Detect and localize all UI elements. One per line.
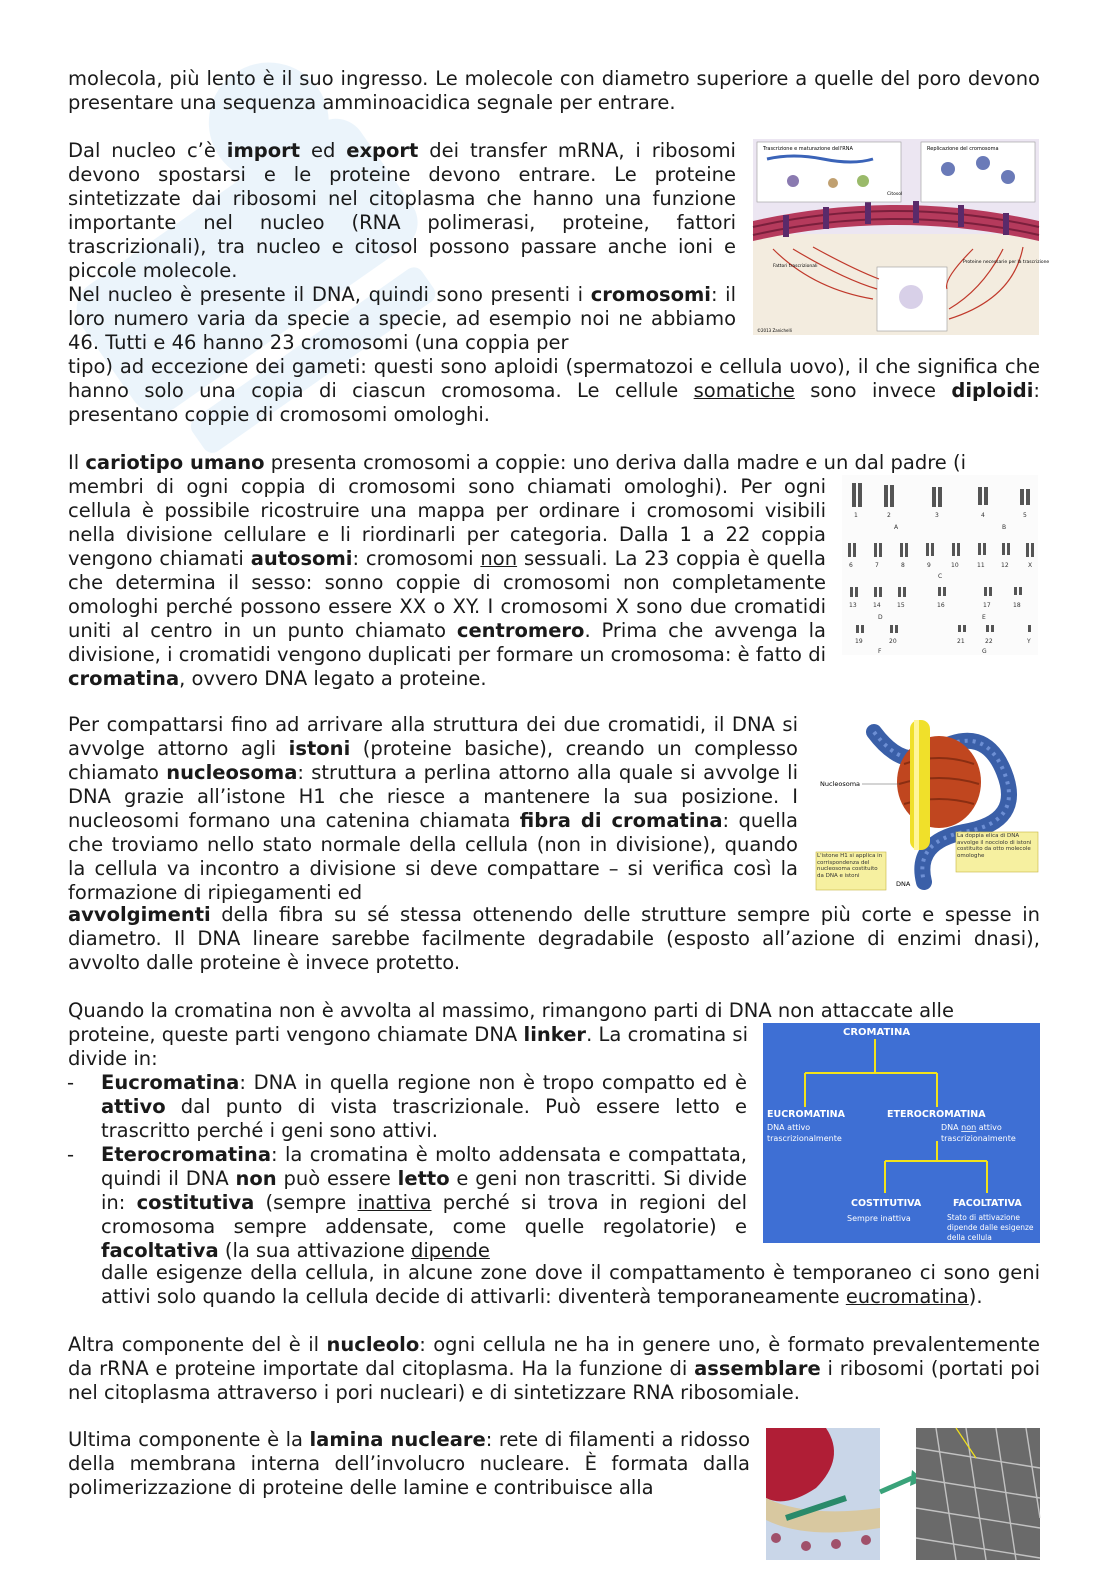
paragraph-nucleosome — [68, 713, 798, 905]
nuclear-transport-illustration — [753, 139, 1050, 335]
paragraph-linker — [68, 1023, 748, 1071]
desc-part: DNA — [941, 1123, 962, 1132]
paragraph-molecules — [68, 67, 1040, 115]
text: membri di ogni coppia di cromosomi sono chiamati omologhi). Per ogni cellula è possibile ricostruire una mappa per ordinare i cromosomi visibili nella divisione cellulare e li riordinarli per categoria. Dalla 1 a 22 coppia vengono chiamati — [68, 475, 826, 570]
text: Ultima componente è la — [68, 1428, 310, 1451]
paragraph-nucleolo — [68, 1333, 1040, 1405]
text: Il — [68, 451, 86, 474]
list-item-eterocromatina-continued — [101, 1261, 1040, 1309]
term-linker: linker — [523, 1023, 587, 1046]
label-factors: Fattori trascrizionali — [773, 264, 818, 269]
paragraph-karyotype — [68, 475, 826, 691]
text: ). — [968, 1285, 983, 1308]
chromosome-label: 1 — [854, 512, 858, 519]
figure-nuclear-transport — [753, 139, 1050, 335]
chromosome-label: 6 — [849, 562, 853, 569]
term-attivo: attivo — [101, 1095, 166, 1118]
list-item-eterocromatina — [67, 1143, 748, 1263]
node-eterocromatina-desc: DNA non attivo trascrizionalmente — [941, 1123, 1016, 1143]
text: proteine, queste parti vengono chiamate DNA — [68, 1023, 524, 1046]
chromosome-label: 12 — [1001, 562, 1009, 569]
paragraph-lamina — [68, 1428, 750, 1500]
chromatin-tree — [763, 1023, 1040, 1243]
chromosome-label: 13 — [849, 602, 857, 609]
label-nucleosoma: Nucleosoma — [820, 780, 861, 788]
desc-non: non — [961, 1123, 977, 1132]
chromosome-label: Y — [1027, 638, 1031, 645]
text: : ogni cellula ne ha in genere uno, è formato prevalentemente da rRNA e proteine importate dal citoplasma. Ha la funzione di — [68, 1333, 1040, 1380]
node-eucromatina-desc: DNA attivo trascrizionalmente — [767, 1123, 842, 1143]
chromosome-label: 18 — [1013, 602, 1021, 609]
text: : la cromatina è molto addensata e compattata, quindi il DNA — [101, 1143, 747, 1190]
term-avvolgimenti: avvolgimenti — [68, 903, 211, 926]
paragraph-coiling — [68, 903, 1040, 975]
paragraph-karyotype-intro — [68, 451, 1040, 475]
text: i ribosomi (portati poi nel citoplasma attraverso i pori nucleari) e di sintetizzare RNA ribosomiale. — [68, 1357, 1040, 1404]
chromosome-label: 11 — [977, 562, 985, 569]
chromosome-label: 14 — [873, 602, 881, 609]
chromosome-label: 3 — [935, 512, 939, 519]
text: . Prima che avvenga la divisione, i cromatidi vengono duplicati per formare un cromosoma: è fatto di — [68, 619, 826, 666]
karyotype-illustration — [842, 475, 1038, 655]
figure-chromatin-diagram — [763, 1023, 1040, 1243]
chromosome-label: 9 — [927, 562, 931, 569]
text: (sempre — [254, 1191, 358, 1214]
text: Per compattarsi fino ad arrivare alla struttura dei due cromatidi, il DNA si avvolge attorno agli — [68, 713, 798, 760]
chromosome-label: 4 — [981, 512, 985, 519]
label-transcription-proteins: Proteine necessarie per la trascrizione — [963, 260, 1050, 265]
paragraph-gametes — [68, 355, 1040, 427]
term-nucleolo: nucleolo — [326, 1333, 420, 1356]
term-cromosomi: cromosomi — [590, 283, 711, 306]
chromosome-label: 5 — [1023, 512, 1027, 519]
text: dalle esigenze della cellula, in alcune zone dove il compattamento è temporaneo ci sono geni attivi solo quando la cellula decide di attivarli: diventerà temporaneamente — [101, 1261, 1040, 1308]
label-helix: La doppia elica di DNA avvolge il nocciolo di istoni costituito da otto molecole omologhe — [957, 833, 1032, 859]
term-istoni: istoni — [288, 737, 351, 760]
node-costitutiva: COSTITUTIVA — [851, 1198, 922, 1209]
chromosome-label: 22 — [985, 638, 993, 645]
paragraph-chromosomes — [68, 283, 736, 355]
text: tipo) ad eccezione dei gameti: questi sono aploidi (spermatozoi e cellula uovo), il che significa che hanno solo una copia di ciascun cromosoma. Le cellule — [68, 355, 1040, 402]
chromosome-label: X — [1028, 562, 1033, 569]
figure-nuclear-lamina — [766, 1428, 1040, 1560]
text: Altra componente del è il — [68, 1333, 327, 1356]
chromosome-label: 7 — [875, 562, 879, 569]
term-lamina-nucleare: lamina nucleare — [309, 1428, 486, 1451]
text: dei transfer mRNA, i ribosomi devono spostarsi e le proteine devono entrare. Le proteine sintetizzate dai ribosomi nel citoplasma che hanno una funzione importante nel nucleo (RNA polimerasi, proteine, fattori trascrizionali), tra nucleo e citosol possono passare anche ioni e piccole molecole. — [68, 139, 736, 282]
text: (la sua attivazione — [218, 1239, 411, 1262]
figure-nucleosome — [814, 712, 1040, 892]
group-label: C — [938, 573, 943, 580]
term-non: non — [480, 547, 518, 570]
right-panel-title: Replicazione del cromosoma — [927, 146, 999, 152]
term-eucromatina: Eucromatina — [101, 1071, 240, 1094]
bullet-marker: - — [67, 1071, 75, 1094]
figure-karyotype — [842, 475, 1038, 655]
label-citosol: Citosol — [887, 192, 903, 197]
term-cromatina: cromatina — [68, 667, 180, 690]
chromosome-label: 17 — [983, 602, 991, 609]
text: : il loro numero varia da specie a specie, ad esempio noi ne abbiamo 46. Tutti e 46 hanno 23 cromosomi (una coppia per — [68, 283, 737, 354]
group-label: F — [878, 648, 882, 655]
group-label: B — [1002, 524, 1007, 531]
figure-credit: ©2013 Zanichelli — [757, 328, 792, 333]
chromosome-label: 16 — [937, 602, 945, 609]
text: molecola, più lento è il suo ingresso. Le molecole con diametro superiore a quelle del poro devono presentare una sequenza amminoacidica segnale per entrare. — [68, 67, 1040, 114]
term-import: import — [226, 139, 301, 162]
term-nucleosoma: nucleosoma — [166, 761, 298, 784]
text: : DNA in quella regione non è tropo compatto ed è — [239, 1071, 747, 1094]
text: : rete di filamenti a ridosso della membrana interna dell’involucro nucleare. È formata dalla polimerizzazione di proteine delle lamine e contribuisce alla — [68, 1428, 750, 1499]
term-facoltativa: facoltativa — [101, 1239, 219, 1262]
node-costitutiva-desc: Sempre inattiva — [847, 1214, 911, 1223]
chromosome-label: 10 — [951, 562, 959, 569]
text: dal punto di vista trascrizionale. Può essere letto e trascritto perché i geni sono attivi. — [101, 1095, 747, 1142]
text: sono invece — [794, 379, 952, 402]
term-costitutiva: costitutiva — [136, 1191, 255, 1214]
label-dna: DNA — [896, 880, 911, 888]
text: Dal nucleo c’è — [68, 139, 227, 162]
chromosome-label: 2 — [887, 512, 891, 519]
bullet-marker: - — [67, 1143, 75, 1166]
node-eterocromatina: ETEROCROMATINA — [887, 1109, 986, 1120]
text: sessuali. La 23 coppia è quella che determina il sesso: sonno coppie di cromosomi non completamente omologhi perché possono essere XX o XY. I cromosomi X sono due cromatidi uniti al centro in un punto chiamato — [68, 547, 826, 642]
text: : cromosomi — [352, 547, 481, 570]
term-cariotipo: cariotipo umano — [85, 451, 265, 474]
term-eucromatina-link: eucromatina — [845, 1285, 969, 1308]
label-h1: L'istone H1 si applica in corrispondenza del nucleosoma costituito da DNA e istoni — [817, 853, 883, 879]
chromosome-label: 20 — [889, 638, 897, 645]
list-item-eucromatina — [67, 1071, 747, 1143]
chromosome-label: 8 — [901, 562, 905, 569]
term-non: non — [235, 1167, 277, 1190]
term-letto: letto — [397, 1167, 450, 1190]
text: Quando la cromatina non è avvolta al massimo, rimangono parti di DNA non attaccate alle — [68, 999, 954, 1022]
chromosome-label: 19 — [855, 638, 863, 645]
nucleosome-illustration — [814, 712, 1040, 892]
text: : quella che troviamo nello stato normale della cellula (non in divisione), quando la cellula va incontro a divisione si deve compattare – si verifica così la formazione di ripiegamenti ed — [68, 809, 798, 904]
text: ed — [300, 139, 347, 162]
text: può essere — [276, 1167, 398, 1190]
term-somatiche: somatiche — [693, 379, 795, 402]
text: . La cromatina si divide in: — [68, 1023, 748, 1070]
group-label: G — [982, 648, 987, 655]
text: e geni non trascritti. Si divide in: — [101, 1167, 747, 1214]
paragraph-linker-intro — [68, 999, 1040, 1023]
chromosome-label: 21 — [957, 638, 965, 645]
term-fibra-cromatina: fibra di cromatina — [519, 809, 723, 832]
term-diploidi: diploidi — [951, 379, 1034, 402]
group-label: E — [982, 614, 986, 621]
chromosome-label: 15 — [897, 602, 905, 609]
term-centromero: centromero — [456, 619, 585, 642]
text: , ovvero DNA legato a proteine. — [179, 667, 487, 690]
node-cromatina: CROMATINA — [843, 1027, 911, 1038]
text: della fibra su sé stessa ottenendo delle strutture sempre più corte e spesse in diametro. Il DNA lineare sarebbe facilmente degradabile (esposto all’azione di enzimi dnasi), avvolto dalle proteine è invece protetto. — [68, 903, 1040, 974]
left-panel-title: Trascrizione e maturazione dell'RNA — [763, 146, 853, 152]
term-autosomi: autosomi — [250, 547, 353, 570]
term-assemblare: assemblare — [694, 1357, 821, 1380]
paragraph-import-export — [68, 139, 736, 283]
node-facoltativa-desc: Stato di attivazione dipende dalle esigenze della cellula — [947, 1213, 1034, 1242]
text: : struttura a perlina attorno alla quale si avvolge li DNA grazie all’istone H1 che riesce a mantenere la sua posizione. I nucleosomi formano una catenina chiamata — [68, 761, 798, 832]
group-label: D — [878, 614, 883, 621]
term-eterocromatina: Eterocromatina — [101, 1143, 271, 1166]
group-label: A — [894, 524, 899, 531]
text: presenta cromosomi a coppie: uno deriva dalla madre e un dal padre (i — [264, 451, 967, 474]
term-export: export — [346, 139, 419, 162]
node-facoltativa: FACOLTATIVA — [953, 1198, 1022, 1209]
text: (proteine basiche), creando un complesso chiamato — [68, 737, 798, 784]
text: : presentano coppie di cromosomi omologhi. — [68, 379, 1040, 426]
node-eucromatina: EUCROMATINA — [767, 1109, 845, 1120]
term-inattiva: inattiva — [357, 1191, 432, 1214]
text: perché si trova in regioni del cromosoma sempre addensate, come quelle regolatorie) e — [101, 1191, 748, 1238]
text: Nel nucleo è presente il DNA, quindi sono presenti i — [68, 283, 591, 306]
nuclear-lamina-illustration — [766, 1428, 1040, 1560]
term-dipende: dipende — [410, 1239, 490, 1262]
